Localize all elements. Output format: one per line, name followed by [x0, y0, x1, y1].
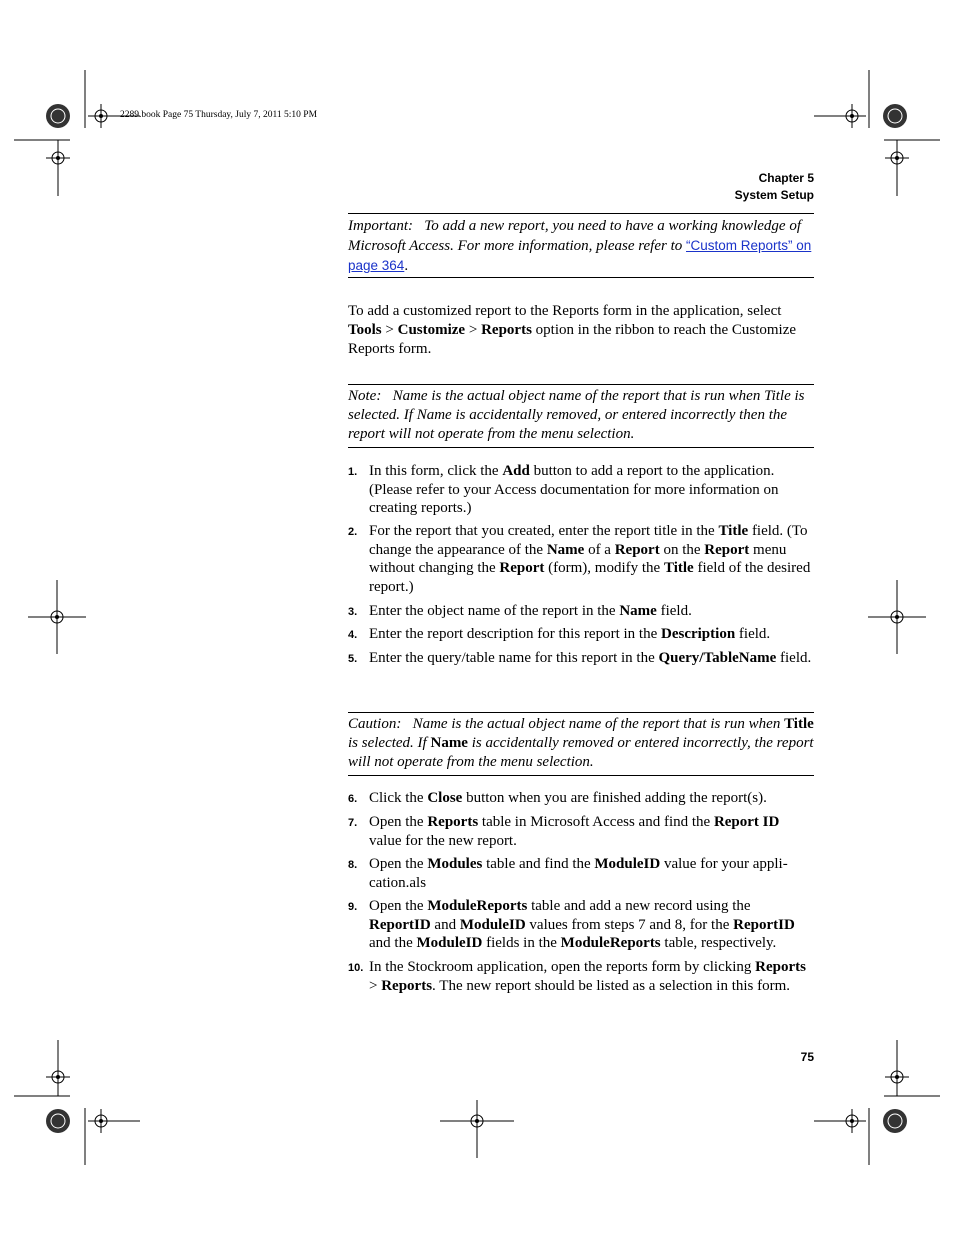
step-text-part: field of the desired report.) [369, 560, 811, 595]
divider [348, 213, 814, 214]
step-bold-term: Report ID [713, 814, 780, 830]
note-label: Note: [348, 388, 382, 404]
page-number: 75 [800, 1050, 814, 1064]
step-text [369, 855, 814, 892]
caution-bold: Title [784, 716, 814, 732]
step-bold-term: ModuleID [416, 935, 483, 952]
step-text [369, 897, 814, 953]
step-text-part: Enter the query/table name for this report in the [369, 650, 659, 666]
caution-text: is selected. If [348, 735, 431, 751]
intro-sep: > [465, 322, 482, 338]
step-text-part: For the report that you created, enter the report title in the [369, 523, 719, 539]
list-item [348, 855, 814, 892]
step-number: 3. [348, 606, 358, 618]
step-bold-term: Description [661, 626, 736, 642]
important-label: Important: [348, 218, 413, 234]
step-text [369, 813, 814, 850]
step-bold-term: Modules [427, 856, 483, 872]
step-text-part: > [369, 977, 382, 994]
step-text-part: and [430, 916, 460, 933]
step-bold-term: Report [704, 541, 750, 558]
intro-paragraph [348, 302, 814, 359]
list-item [348, 462, 814, 518]
registration-mark-icon [883, 104, 907, 128]
list-item [348, 522, 814, 596]
divider [348, 775, 814, 776]
step-text-part: In the Stockroom application, open the reports form by clicking [369, 959, 756, 975]
step-bold-term: Title [718, 523, 749, 539]
list-item [348, 789, 814, 808]
caution-box [348, 715, 814, 772]
list-item [348, 897, 814, 953]
list-item [348, 958, 814, 995]
step-bold-term: Name [546, 541, 585, 558]
step-text-part: Click the [369, 790, 428, 806]
divider [348, 277, 814, 278]
step-bold-term: Reports [381, 977, 433, 994]
step-bold-term: ModuleID [459, 916, 526, 933]
intro-text: option in the ribbon to reach the Customize Reports form. [348, 322, 797, 357]
step-bold-term: ModuleID [594, 856, 661, 872]
step-text-part: values from steps 7 and 8, for the [525, 916, 734, 933]
step-text-part: Enter the report description for this report in the [369, 626, 661, 642]
divider [348, 712, 814, 713]
step-bold-term: Report [614, 541, 660, 558]
step-bold-term: Report [499, 560, 545, 577]
step-bold-term: Add [502, 463, 530, 479]
intro-sep: > [381, 322, 398, 338]
intro-bold: Tools [348, 322, 382, 338]
step-text-part: . The new report should be listed as a selection in this form. [432, 977, 791, 994]
step-bold-term: Close [427, 790, 463, 806]
step-text-part: field. (To change the appearance of the [369, 523, 808, 558]
registration-mark-icon [883, 1109, 907, 1133]
custom-reports-link[interactable]: “Custom Reports” on page 364 [348, 238, 812, 273]
step-text-part: button when you are finished adding the report(s). [462, 790, 767, 806]
divider [348, 447, 814, 448]
step-text [369, 602, 814, 621]
divider [348, 384, 814, 385]
note-box [348, 387, 814, 444]
step-text-part: value for the new report. [369, 832, 517, 849]
step-text-part: field. [656, 603, 692, 619]
list-item [348, 649, 814, 668]
step-text-part: on the [659, 541, 705, 558]
step-text-part: value for your appli-cation.als [369, 856, 788, 891]
step-text-part: and the [369, 935, 417, 952]
step-text-part: table and add a new record using the [527, 898, 751, 914]
list-item [348, 602, 814, 621]
registration-mark-icon [46, 1109, 70, 1133]
intro-bold: Reports [481, 322, 532, 338]
step-text-part: In this form, click the [369, 463, 503, 479]
step-text [369, 649, 814, 668]
step-text-part: Enter the object name of the report in the [369, 603, 620, 619]
step-number: 4. [348, 629, 358, 641]
step-number: 8. [348, 859, 358, 871]
step-bold-term: Query/TableName [658, 650, 777, 666]
step-number: 5. [348, 653, 358, 665]
step-text-part: of a [584, 541, 615, 558]
caution-bold: Name [430, 735, 468, 751]
list-item [348, 813, 814, 850]
step-text-part: field. [776, 650, 812, 666]
step-text [369, 522, 814, 596]
step-text-part: button to add a report to the application. (Please refer to your Access documentation for more information on creating reports.) [369, 463, 779, 517]
step-text-part: Open the [369, 856, 428, 872]
chapter-label: Chapter 5 [758, 171, 814, 185]
step-text-part: table and find the [482, 856, 595, 872]
step-text-part: fields in the [482, 935, 561, 952]
caution-label: Caution: [348, 716, 402, 732]
important-end: . [404, 258, 409, 274]
caution-text: Name is the actual object name of the report that is run when [412, 716, 785, 732]
step-text-part: Open the [369, 898, 428, 914]
list-item [348, 625, 814, 644]
important-note [348, 217, 814, 276]
intro-text: To add a customized report to the Reports form in the application, select [348, 303, 782, 319]
step-text-part: menu without changing the [369, 541, 787, 577]
step-number: 10. [348, 962, 364, 974]
step-bold-term: Title [663, 560, 694, 577]
caution-text: is accidentally removed or entered incorrectly, the report will not operate from the menu selection. [348, 735, 814, 770]
important-text: To add a new report, you need to have a working knowledge of Microsoft Access. For more information, please refer to [348, 218, 802, 254]
intro-bold: Customize [397, 322, 466, 338]
step-bold-term: Name [619, 603, 657, 619]
step-text [369, 625, 814, 644]
registration-mark-icon [46, 104, 70, 128]
step-number: 9. [348, 901, 358, 913]
print-slug: 2289.book Page 75 Thursday, July 7, 2011 5:10 PM [120, 110, 318, 120]
step-text-part: (form), modify the [544, 560, 664, 577]
step-text-part: Open the [369, 814, 428, 830]
step-text-part: table, respectively. [660, 935, 777, 952]
step-bold-term: Reports [427, 814, 479, 830]
step-bold-term: ModuleReports [427, 898, 528, 914]
step-text [369, 958, 814, 995]
step-bold-term: ModuleReports [560, 935, 661, 952]
step-bold-term: Reports [755, 959, 806, 975]
step-text-part: table in Microsoft Access and find the [478, 814, 714, 830]
step-text [369, 789, 814, 808]
step-number: 7. [348, 817, 358, 829]
step-number: 6. [348, 793, 358, 805]
step-text-part: field. [735, 626, 771, 642]
step-text [369, 462, 814, 518]
step-bold-term: ReportID [733, 916, 795, 933]
step-number: 1. [348, 466, 358, 478]
step-number: 2. [348, 526, 358, 538]
step-bold-term: ReportID [369, 916, 431, 933]
section-title: System Setup [734, 188, 814, 202]
note-text: Name is the actual object name of the report that is run when Title is selected. If Name is accidentally removed, or entered incorrectly then the report will not operate from the menu selection. [348, 388, 805, 442]
